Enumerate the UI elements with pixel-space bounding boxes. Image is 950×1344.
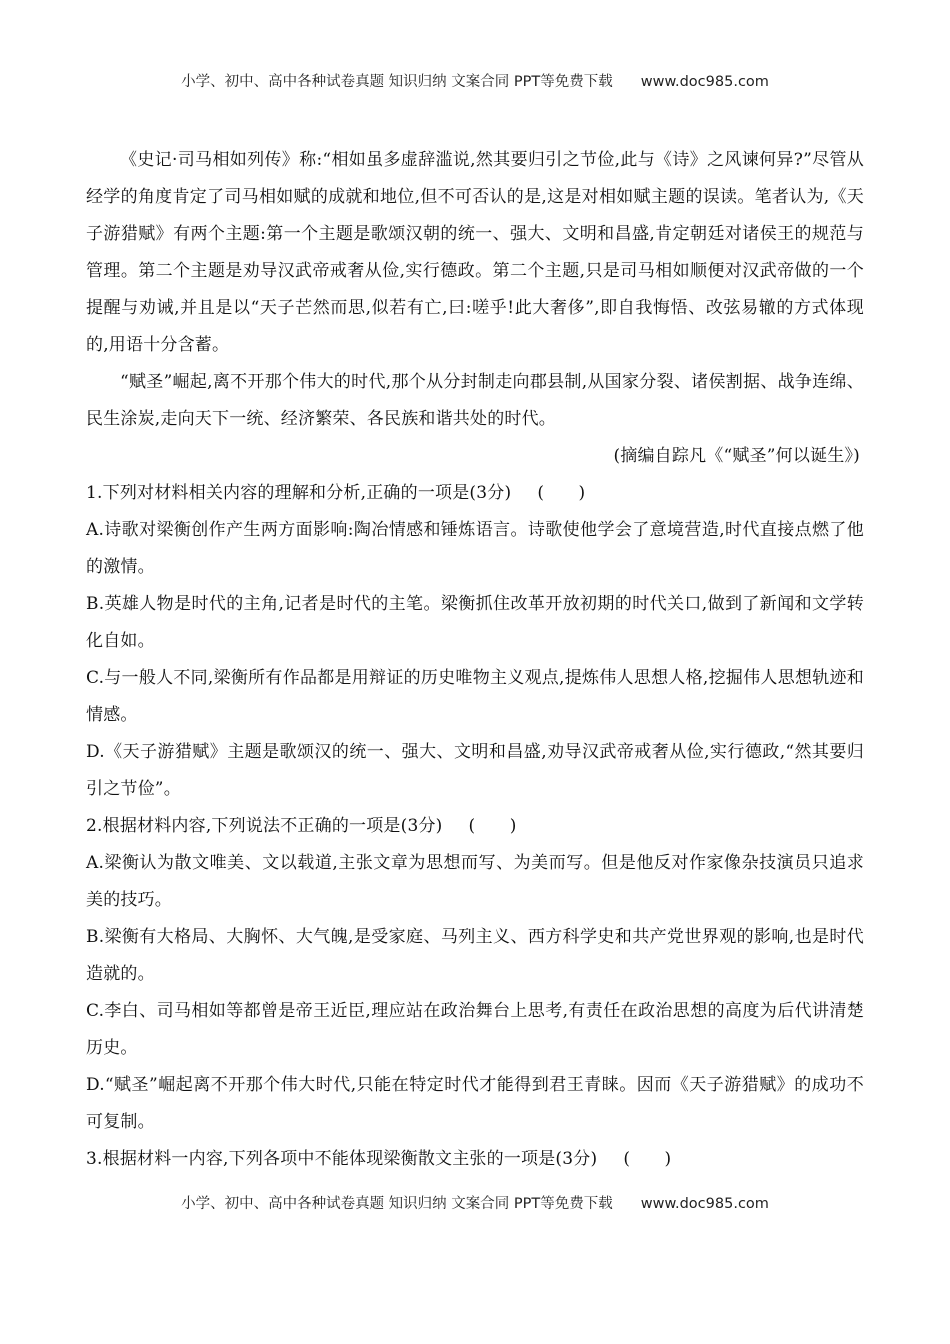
- passage-paragraph: “赋圣”崛起,离不开那个伟大的时代,那个从分封制走向郡县制,从国家分裂、诸侯割据、战争连绵、民生涂炭,走向天下一统、经济繁荣、各民族和谐共处的时代。: [86, 372, 864, 429]
- option-d: D.《天子游猎赋》主题是歌颂汉的统一、强大、文明和昌盛,劝导汉武帝戒奢从俭,实行德政,“然其要归引之节俭”。: [86, 742, 864, 799]
- question-stem: [86, 1141, 864, 1178]
- question-2-text: 2.根据材料内容,下列说法不正确的一项是(3分): [86, 816, 443, 836]
- header-text: 小学、初中、高中各种试卷真题 知识归纳 文案合同 PPT等免费下载: [181, 74, 613, 90]
- option-d: D.“赋圣”崛起离不开那个伟大时代,只能在特定时代才能得到君王青睐。因而《天子游猎赋》的成功不可复制。: [86, 1075, 864, 1132]
- footer-text: 小学、初中、高中各种试卷真题 知识归纳 文案合同 PPT等免费下载: [181, 1196, 613, 1212]
- page-header: [0, 70, 950, 91]
- header-site-link[interactable]: www.doc985.com: [640, 74, 769, 90]
- option-c: C.李白、司马相如等都曾是帝王近臣,理应站在政治舞台上思考,有责任在政治思想的高度为后代讲清楚历史。: [86, 1001, 864, 1058]
- option-b: B.英雄人物是时代的主角,记者是时代的主笔。梁衡抓住改革开放初期的时代关口,做到了新闻和文学转化自如。: [86, 594, 864, 651]
- option-a: A.诗歌对梁衡创作产生两方面影响:陶冶情感和锤炼语言。诗歌使他学会了意境营造,时代直接点燃了他的激情。: [86, 520, 864, 577]
- question-stem: [86, 475, 864, 512]
- document-body: [86, 142, 864, 1178]
- option-a: A.梁衡认为散文唯美、文以载道,主张文章为思想而写、为美而写。但是他反对作家像杂技演员只追求美的技巧。: [86, 853, 864, 910]
- answer-blank: ( ): [537, 483, 586, 503]
- answer-blank: ( ): [623, 1149, 672, 1169]
- footer-site-link[interactable]: www.doc985.com: [640, 1196, 769, 1212]
- passage-source: (摘编自踪凡《“赋圣”何以诞生》): [613, 446, 860, 466]
- page-footer: [0, 1192, 950, 1213]
- passage-paragraph: 《史记·司马相如列传》称:“相如虽多虚辞滥说,然其要归引之节俭,此与《诗》之风谏何异?”尽管从经学的角度肯定了司马相如赋的成就和地位,但不可否认的是,这是对相如赋主题的误读。笔者认为,《天子游猎赋》有两个主题:第一个主题是歌颂汉朝的统一、强大、文明和昌盛,肯定朝廷对诸侯王的规范与管理。第二个主题是劝导汉武帝戒奢从俭,实行德政。第二个主题,只是司马相如顺便对汉武帝做的一个提醒与劝诫,并且是以“天子芒然而思,似若有亡,曰:嗟乎!此大奢侈”,即自我悔悟、改弦易辙的方式体现的,用语十分含蓄。: [86, 150, 864, 355]
- question-stem: [86, 808, 864, 845]
- answer-blank: ( ): [468, 816, 517, 836]
- question-3-text: 3.根据材料一内容,下列各项中不能体现梁衡散文主张的一项是(3分): [86, 1149, 598, 1169]
- option-b: B.梁衡有大格局、大胸怀、大气魄,是受家庭、马列主义、西方科学史和共产党世界观的影响,也是时代造就的。: [86, 927, 864, 984]
- question-1-text: 1.下列对材料相关内容的理解和分析,正确的一项是(3分): [86, 483, 512, 503]
- option-c: C.与一般人不同,梁衡所有作品都是用辩证的历史唯物主义观点,提炼伟人思想人格,挖掘伟人思想轨迹和情感。: [86, 668, 864, 725]
